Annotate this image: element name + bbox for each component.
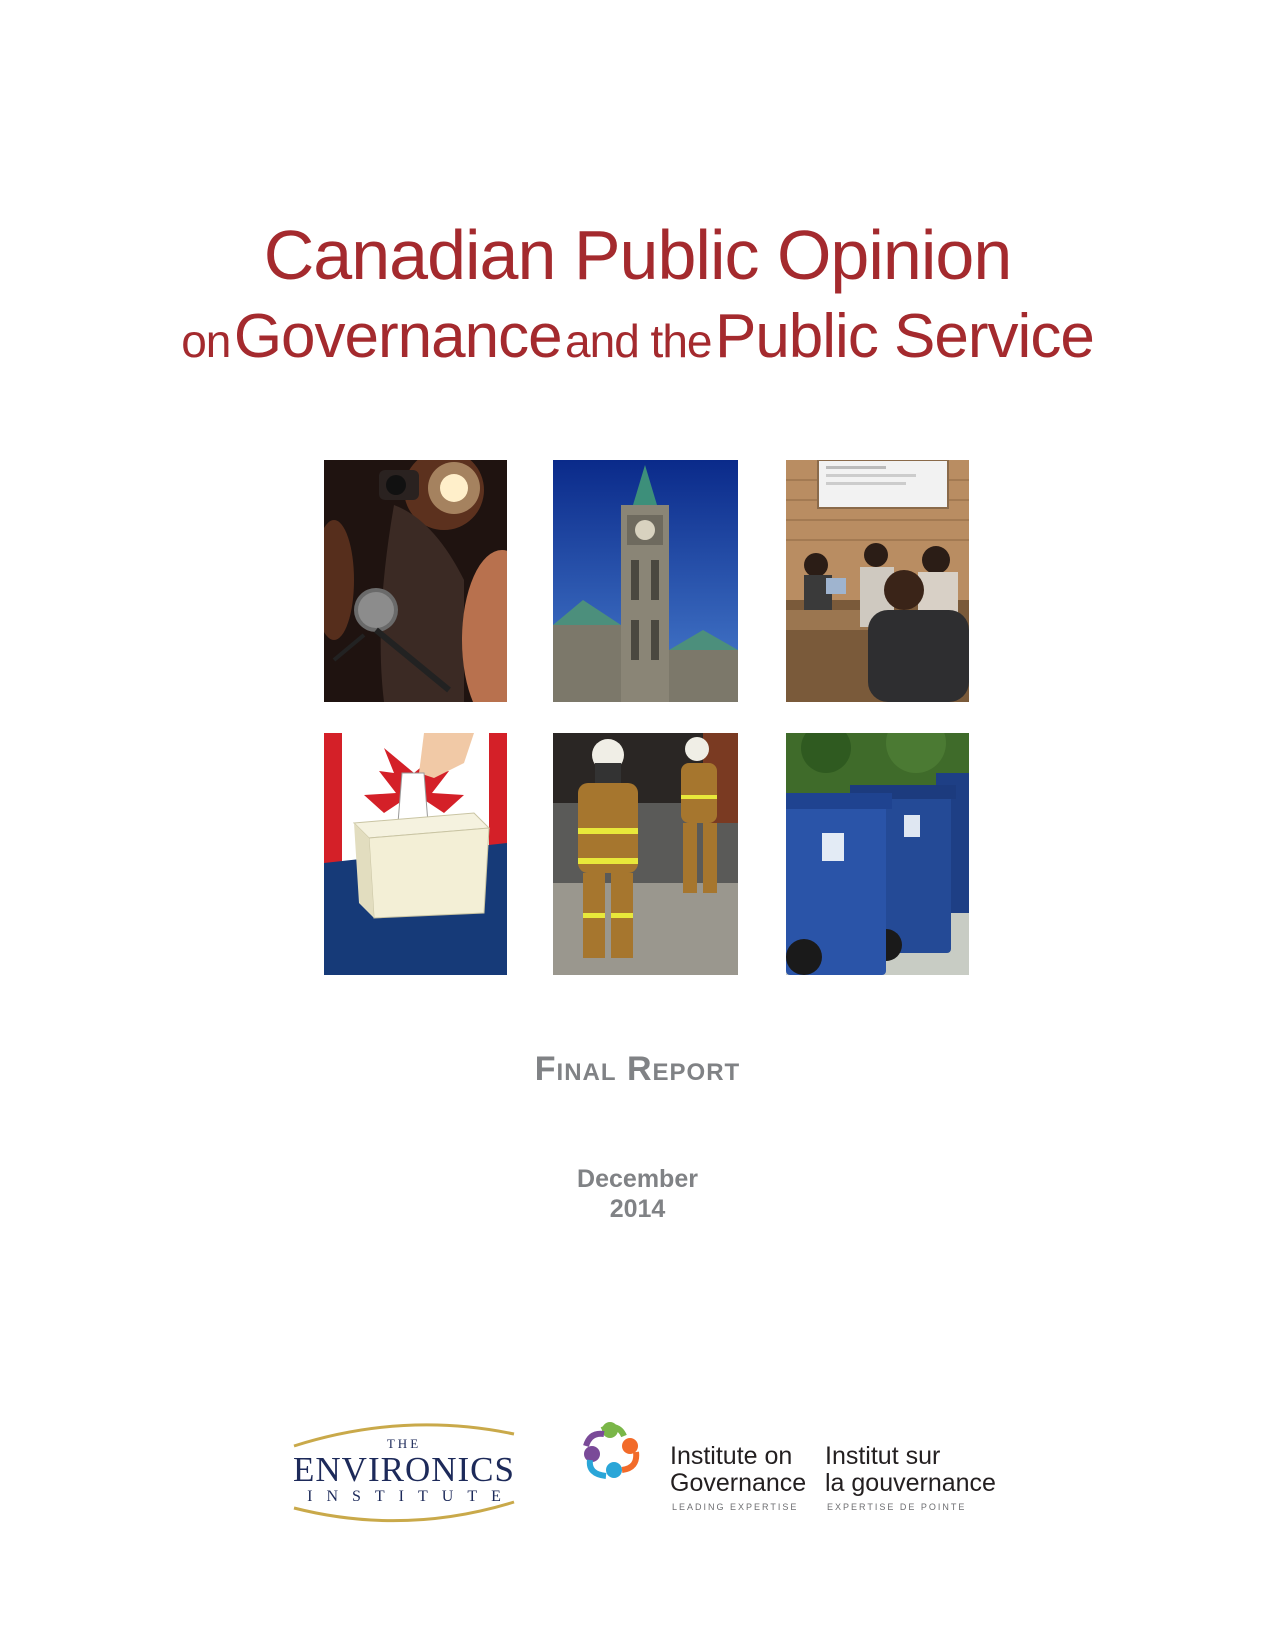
environics-sub: INSTITUTE bbox=[307, 1488, 515, 1505]
ballot-box-canada-flag-photo bbox=[324, 733, 507, 975]
report-title-line-2 bbox=[0, 302, 1275, 388]
title-and-the: and the bbox=[565, 315, 712, 367]
iog-en-line-2: Governance bbox=[670, 1469, 807, 1497]
environics-institute-logo bbox=[286, 1416, 522, 1526]
iog-en-tagline: LEADING EXPERTISE bbox=[672, 1502, 799, 1512]
environics-name: ENVIRONICS bbox=[293, 1450, 515, 1489]
title-public-service: Public Service bbox=[714, 302, 1094, 371]
final-report-label: Final Report bbox=[534, 1050, 741, 1088]
date-year: 2014 bbox=[609, 1195, 666, 1223]
iog-fr-line-1: Institut sur bbox=[825, 1442, 941, 1470]
title-governance: Governance bbox=[233, 302, 562, 371]
iog-fr-tagline: EXPERTISE DE POINTE bbox=[827, 1502, 967, 1512]
iog-en-line-1: Institute on bbox=[670, 1442, 793, 1470]
date-month: December bbox=[577, 1165, 698, 1193]
report-date bbox=[0, 1164, 1275, 1224]
recycling-bins-photo bbox=[786, 733, 969, 975]
meeting-room-photo bbox=[786, 460, 969, 702]
microphone-press-photo bbox=[324, 460, 507, 702]
title-on: on bbox=[181, 315, 231, 367]
firefighters-photo bbox=[553, 733, 738, 975]
parliament-peace-tower-photo bbox=[553, 460, 738, 702]
environics-the: THE bbox=[386, 1436, 422, 1451]
institute-on-governance-mark-icon bbox=[578, 1418, 646, 1486]
report-title-line-1: Canadian Public Opinion bbox=[263, 216, 1012, 294]
iog-fr-line-2: la gouvernance bbox=[825, 1469, 996, 1497]
